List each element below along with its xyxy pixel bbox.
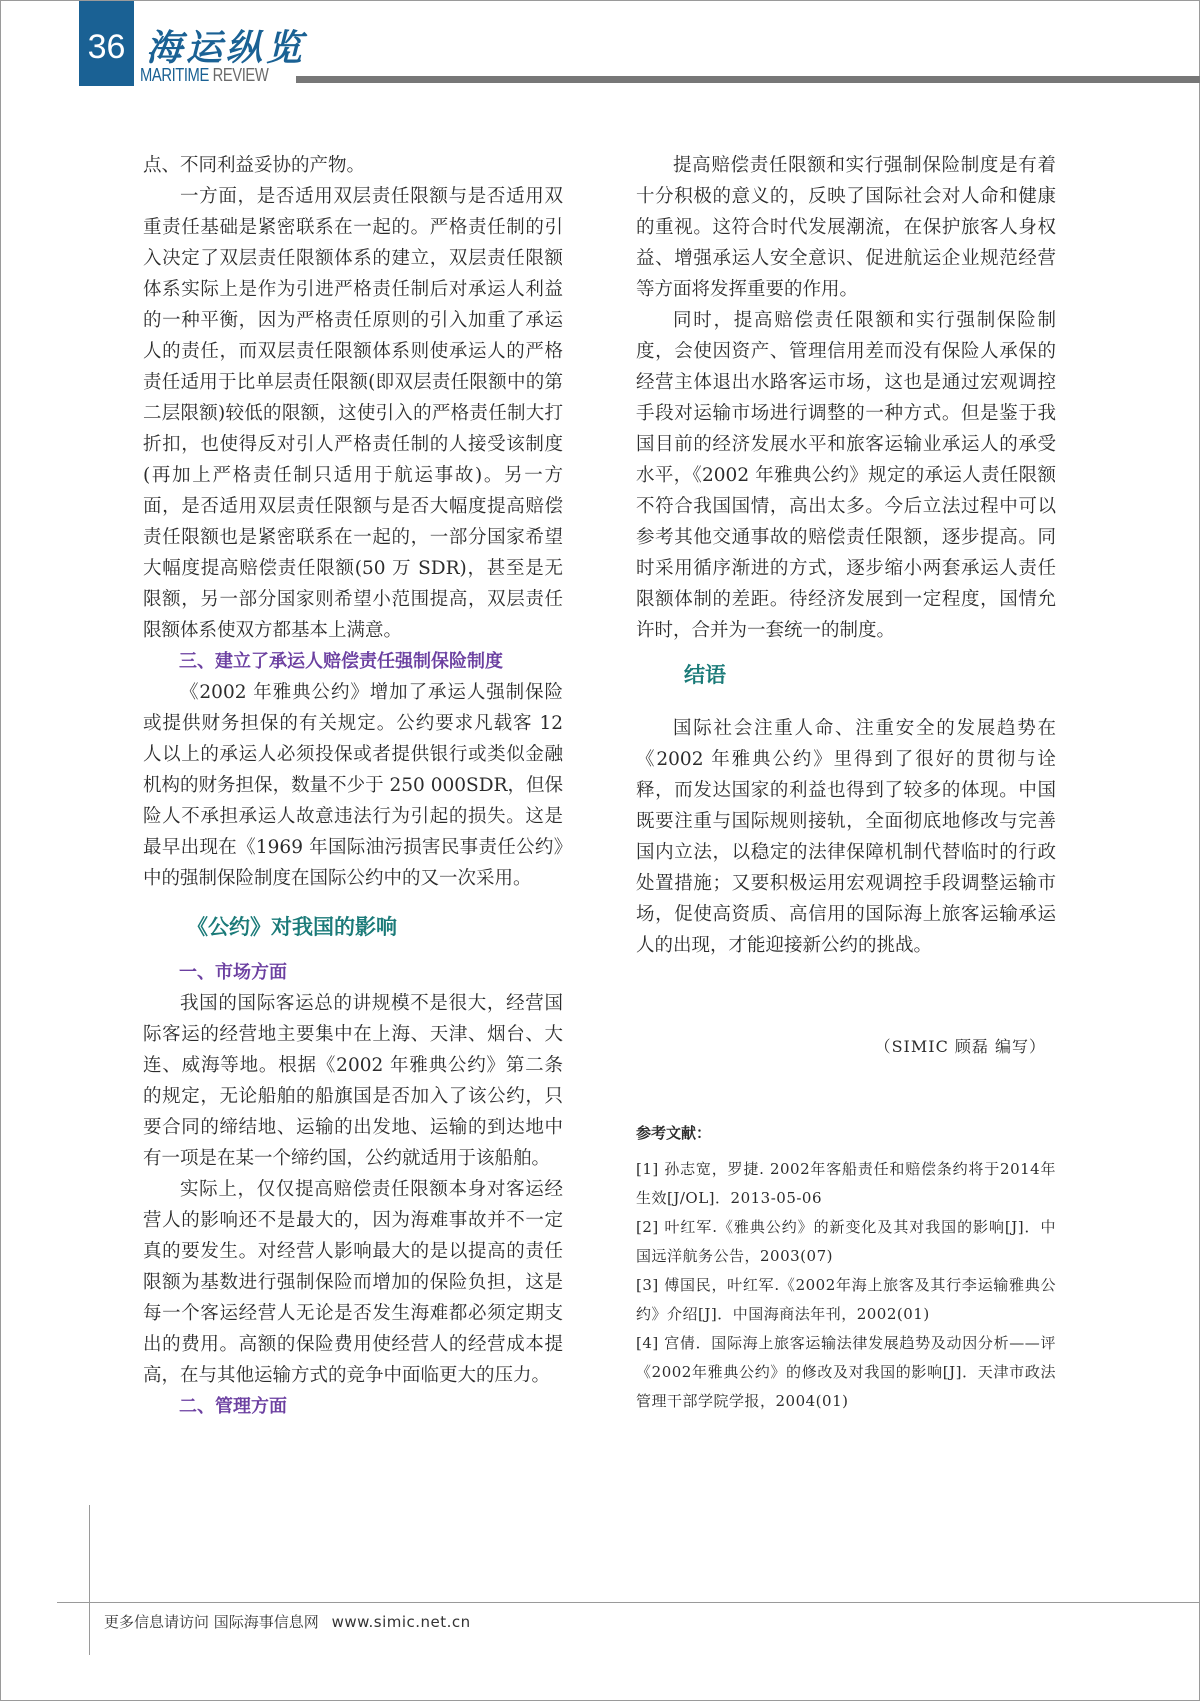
header-rule	[296, 76, 1200, 83]
subheading-compulsory-insurance: 三、建立了承运人赔偿责任强制保险制度	[179, 651, 503, 672]
magazine-title-cn: 海运纵览	[146, 27, 307, 69]
reference-item: [3] 傅国民，叶红军.《2002年海上旅客及其行李运输雅典公约》介绍[J]．中国海商法年刊，2002(01)	[636, 1276, 1056, 1323]
subheading-management: 二、管理方面	[179, 1396, 287, 1417]
paragraph: 点、不同利益妥协的产物。	[143, 155, 366, 176]
footer-rule	[57, 1602, 1200, 1603]
magazine-title-en-maritime: MARITIME	[140, 65, 209, 85]
paragraph: 国际社会注重人命、注重安全的发展趋势在《2002 年雅典公约》里得到了很好的贯彻与诠释，而发达国家的利益也得到了较多的体现。中国既要注重与国际规则接轨，全面彻底地修改与完善国内立法，以稳定的法律保障机制代替临时的行政处置措施；又要积极运用宏观调控手段调整运输市场，促使高资质、高信用的国际海上旅客运输承运人的出现，才能迎接新公约的挑战。	[636, 718, 1056, 956]
reference-item: [2] 叶红军.《雅典公约》的新变化及其对我国的影响[J]．中国远洋航务公告，2003(07)	[636, 1218, 1056, 1265]
paragraph: 同时，提高赔偿责任限额和实行强制保险制度，会使因资产、管理信用差而没有保险人承保的经营主体退出水路客运市场，这也是通过宏观调控手段对运输市场进行调整的一种方式。但是鉴于我国目前的经济发展水平和旅客运输业承运人的承受水平，《2002 年雅典公约》规定的承运人责任限额不符合我国国情，高出太多。今后立法过程中可以参考其他交通事故的赔偿责任限额，逐步提高。同时采用循序渐进的方式，逐步缩小两套承运人责任限额体制的差距。待经济发展到一定程度，国情允许时，合并为一套统一的制度。	[636, 310, 1056, 641]
right-column	[636, 150, 1056, 1416]
reference-item: [1] 孙志宽，罗捷. 2002年客船责任和赔偿条约将于2014年生效[J/OL]．2013-05-06	[636, 1160, 1056, 1207]
magazine-title-en-review: REVIEW	[212, 65, 269, 85]
paragraph: 我国的国际客运总的讲规模不是很大，经营国际客运的经营地主要集中在上海、天津、烟台、大连、威海等地。根据《2002 年雅典公约》第二条的规定，无论船舶的船旗国是否加入了该公约，只要合同的缔结地、运输的出发地、运输的到达地中有一项是在某一个缔约国，公约就适用于该船舶。	[143, 993, 563, 1169]
footer-text: 更多信息请访问 国际海事信息网	[104, 1613, 319, 1631]
left-column	[143, 150, 563, 1422]
subheading-market: 一、市场方面	[179, 962, 287, 983]
paragraph: 提高赔偿责任限额和实行强制保险制度是有着十分积极的意义的，反映了国际社会对人命和健康的重视。这符合时代发展潮流，在保护旅客人身权益、增强承运人安全意识、促进航运企业规范经营等方面将发挥重要的作用。	[636, 155, 1056, 300]
paragraph: 《2002 年雅典公约》增加了承运人强制保险或提供财务担保的有关规定。公约要求凡载客 12 人以上的承运人必须投保或者提供银行或类似金融机构的财务担保，数量不少于 250 000SDR，但保险人不承担承运人故意违法行为引起的损失。这是最早出现在《1969 年国际油污损害民事责任公约》中的强制保险制度在国际公约中的又一次采用。	[143, 682, 563, 889]
footer	[104, 1611, 471, 1632]
author-byline: （SIMIC 顾磊 编写）	[874, 1037, 1046, 1056]
references-title: 参考文献：	[636, 1124, 712, 1142]
paragraph: 实际上，仅仅提高赔偿责任限额本身对客运经营人的影响还不是最大的，因为海难事故并不一定真的要发生。对经营人影响最大的是以提高的责任限额为基数进行强制保险而增加的保险负担，这是每一个客运经营人无论是否发生海难都必须定期支出的费用。高额的保险费用使经营人的经营成本提高，在与其他运输方式的竞争中面临更大的压力。	[143, 1179, 563, 1386]
footer-url-link[interactable]: www.simic.net.cn	[331, 1613, 471, 1631]
paragraph: 一方面，是否适用双层责任限额与是否适用双重责任基础是紧密联系在一起的。严格责任制的引入决定了双层责任限额体系的建立，双层责任限额体系实际上是作为引进严格责任制后对承运人利益的一种平衡，因为严格责任原则的引入加重了承运人的责任，而双层责任限额体系则使承运人的严格责任适用于比单层责任限额(即双层责任限额中的第二层限额)较低的限额，这使引入的严格责任制大打折扣，也使得反对引人严格责任制的人接受该制度(再加上严格责任制只适用于航运事故)。另一方面，是否适用双层责任限额与是否大幅度提高赔偿责任限额也是紧密联系在一起的，一部分国家希望大幅度提高赔偿责任限额(50 万 SDR)，甚至是无限额，另一部分国家则希望小范围提高，双层责任限额体系使双方都基本上满意。	[143, 186, 563, 641]
page-number: 36	[79, 1, 134, 86]
magazine-title-en	[140, 65, 268, 86]
section-heading-conclusion: 结语	[684, 663, 726, 687]
margin-rule	[89, 1505, 90, 1655]
section-heading-impact: 《公约》对我国的影响	[187, 915, 397, 939]
reference-item: [4] 宫倩．国际海上旅客运输法律发展趋势及动因分析——评《2002年雅典公约》的修改及对我国的影响[J]．天津市政法管理干部学院学报，2004(01)	[636, 1334, 1056, 1410]
